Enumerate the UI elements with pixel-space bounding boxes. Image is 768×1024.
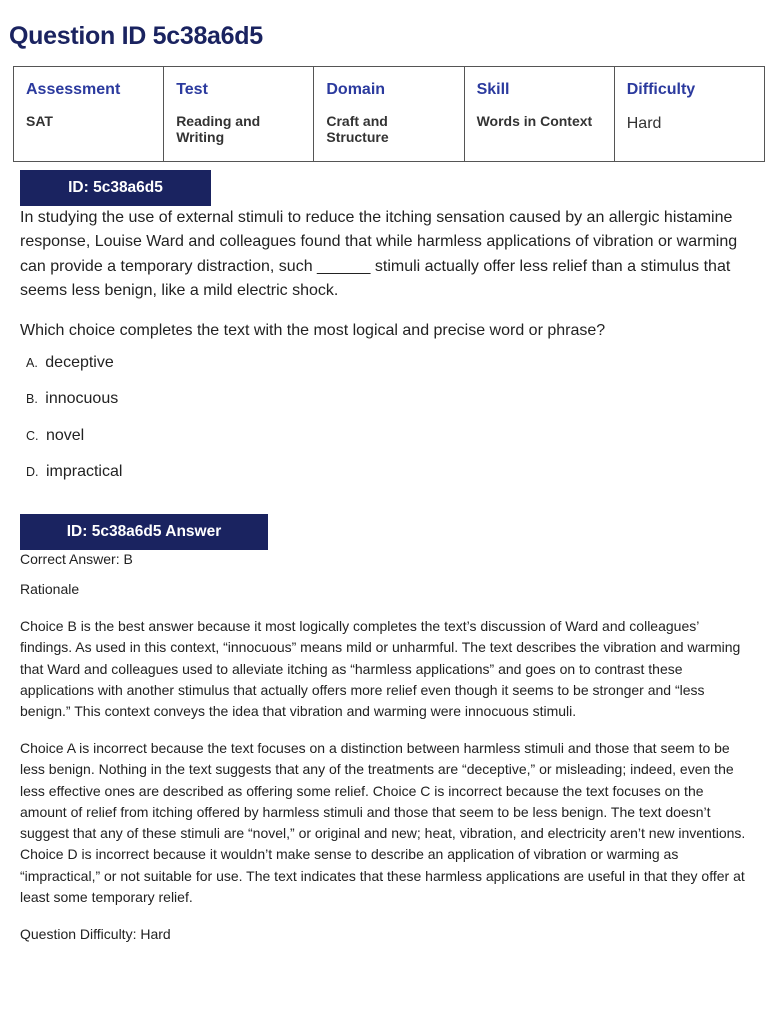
choice-d[interactable] — [26, 460, 122, 496]
metadata-value-assessment: SAT — [26, 113, 53, 129]
metadata-header-skill: Skill — [476, 81, 510, 98]
choice-letter: A. — [26, 356, 38, 370]
metadata-header-assessment: Assessment — [26, 81, 121, 98]
metadata-header-domain: Domain — [326, 81, 386, 98]
metadata-row — [14, 67, 765, 162]
metadata-cell-difficulty — [614, 67, 764, 162]
metadata-value-difficulty: Hard — [626, 115, 662, 132]
choice-a[interactable] — [26, 351, 122, 387]
choice-letter: B. — [26, 392, 38, 407]
rationale-label: Rationale — [20, 581, 80, 597]
rationale-paragraph-2: Choice A is incorrect because the text focuses on a distinction between harmless stimuli and those that seem to be less benign. Nothing in the text suggests that any of the treatments are “deceptive,” or misleading; indeed, even the less effective ones are described as offering some relief. Choice C is incorrect because the text focuses on the amount of relief from itching offered by harmless stimuli and those that seem to be less benign. The text doesn’t suggest that any of these stimuli are “novel,” or original and new; heat, vibration, and electricity aren’t new inventions. Choice D is incorrect because it wouldn’t make sense to describe an application of vibration or warming as “impractical,” or not suitable for use. The text indicates that these harmless applications are useful in that they offer at least some temporary relief. — [20, 740, 746, 906]
metadata-cell-assessment — [14, 67, 164, 162]
question-prompt: Which choice completes the text with the most logical and precise word or phrase? — [20, 322, 606, 339]
choice-text: innocuous — [45, 390, 119, 408]
question-metadata-table — [13, 66, 765, 162]
choice-b[interactable] — [26, 387, 122, 423]
metadata-value-test: Reading and Writing — [176, 113, 261, 145]
metadata-cell-domain — [314, 67, 464, 162]
answer-choices-list — [26, 351, 122, 496]
choice-letter: D. — [26, 464, 39, 479]
metadata-header-test: Test — [176, 81, 208, 98]
rationale-paragraph-1: Choice B is the best answer because it most logically completes the text’s discussion of Ward and colleagues’ findings. As used in this context, “innocuous” means mild or unharmful. The text describes the vibration and warming that Ward and colleagues used to alleviate itching as “harmless applications” and goes on to contrast these applications with another stimulus that actually offers more relief even though it seems to be stronger and “less benign.” This context conveys the idea that vibration and warming were innocuous stimuli. — [20, 618, 741, 720]
page-title: Question ID 5c38a6d5 — [9, 22, 263, 50]
question-id-bar: ID: 5c38a6d5 — [20, 170, 211, 206]
correct-answer-line: Correct Answer: B — [20, 551, 133, 567]
choice-text: deceptive — [45, 354, 114, 371]
answer-id-bar: ID: 5c38a6d5 Answer — [20, 514, 268, 550]
metadata-cell-test — [164, 67, 314, 162]
choice-text: novel — [45, 426, 85, 444]
metadata-header-difficulty: Difficulty — [626, 81, 696, 98]
metadata-cell-skill — [464, 67, 614, 162]
choice-text: impractical — [45, 462, 123, 480]
metadata-value-domain: Craft and Structure — [326, 113, 389, 145]
question-difficulty-line: Question Difficulty: Hard — [20, 926, 171, 942]
choice-c[interactable] — [26, 424, 122, 460]
metadata-value-skill: Words in Context — [476, 113, 593, 129]
question-stem: In studying the use of external stimuli to reduce the itching sensation caused by an allergic histamine response, Louise Ward and colleagues found that while harmless applications of vibration or warming can provide a temporary distraction, such ______ stimuli actually offer less relief than a stimulus that seems less benign, like a mild electric shock. — [20, 209, 738, 299]
choice-letter: C. — [26, 428, 39, 443]
